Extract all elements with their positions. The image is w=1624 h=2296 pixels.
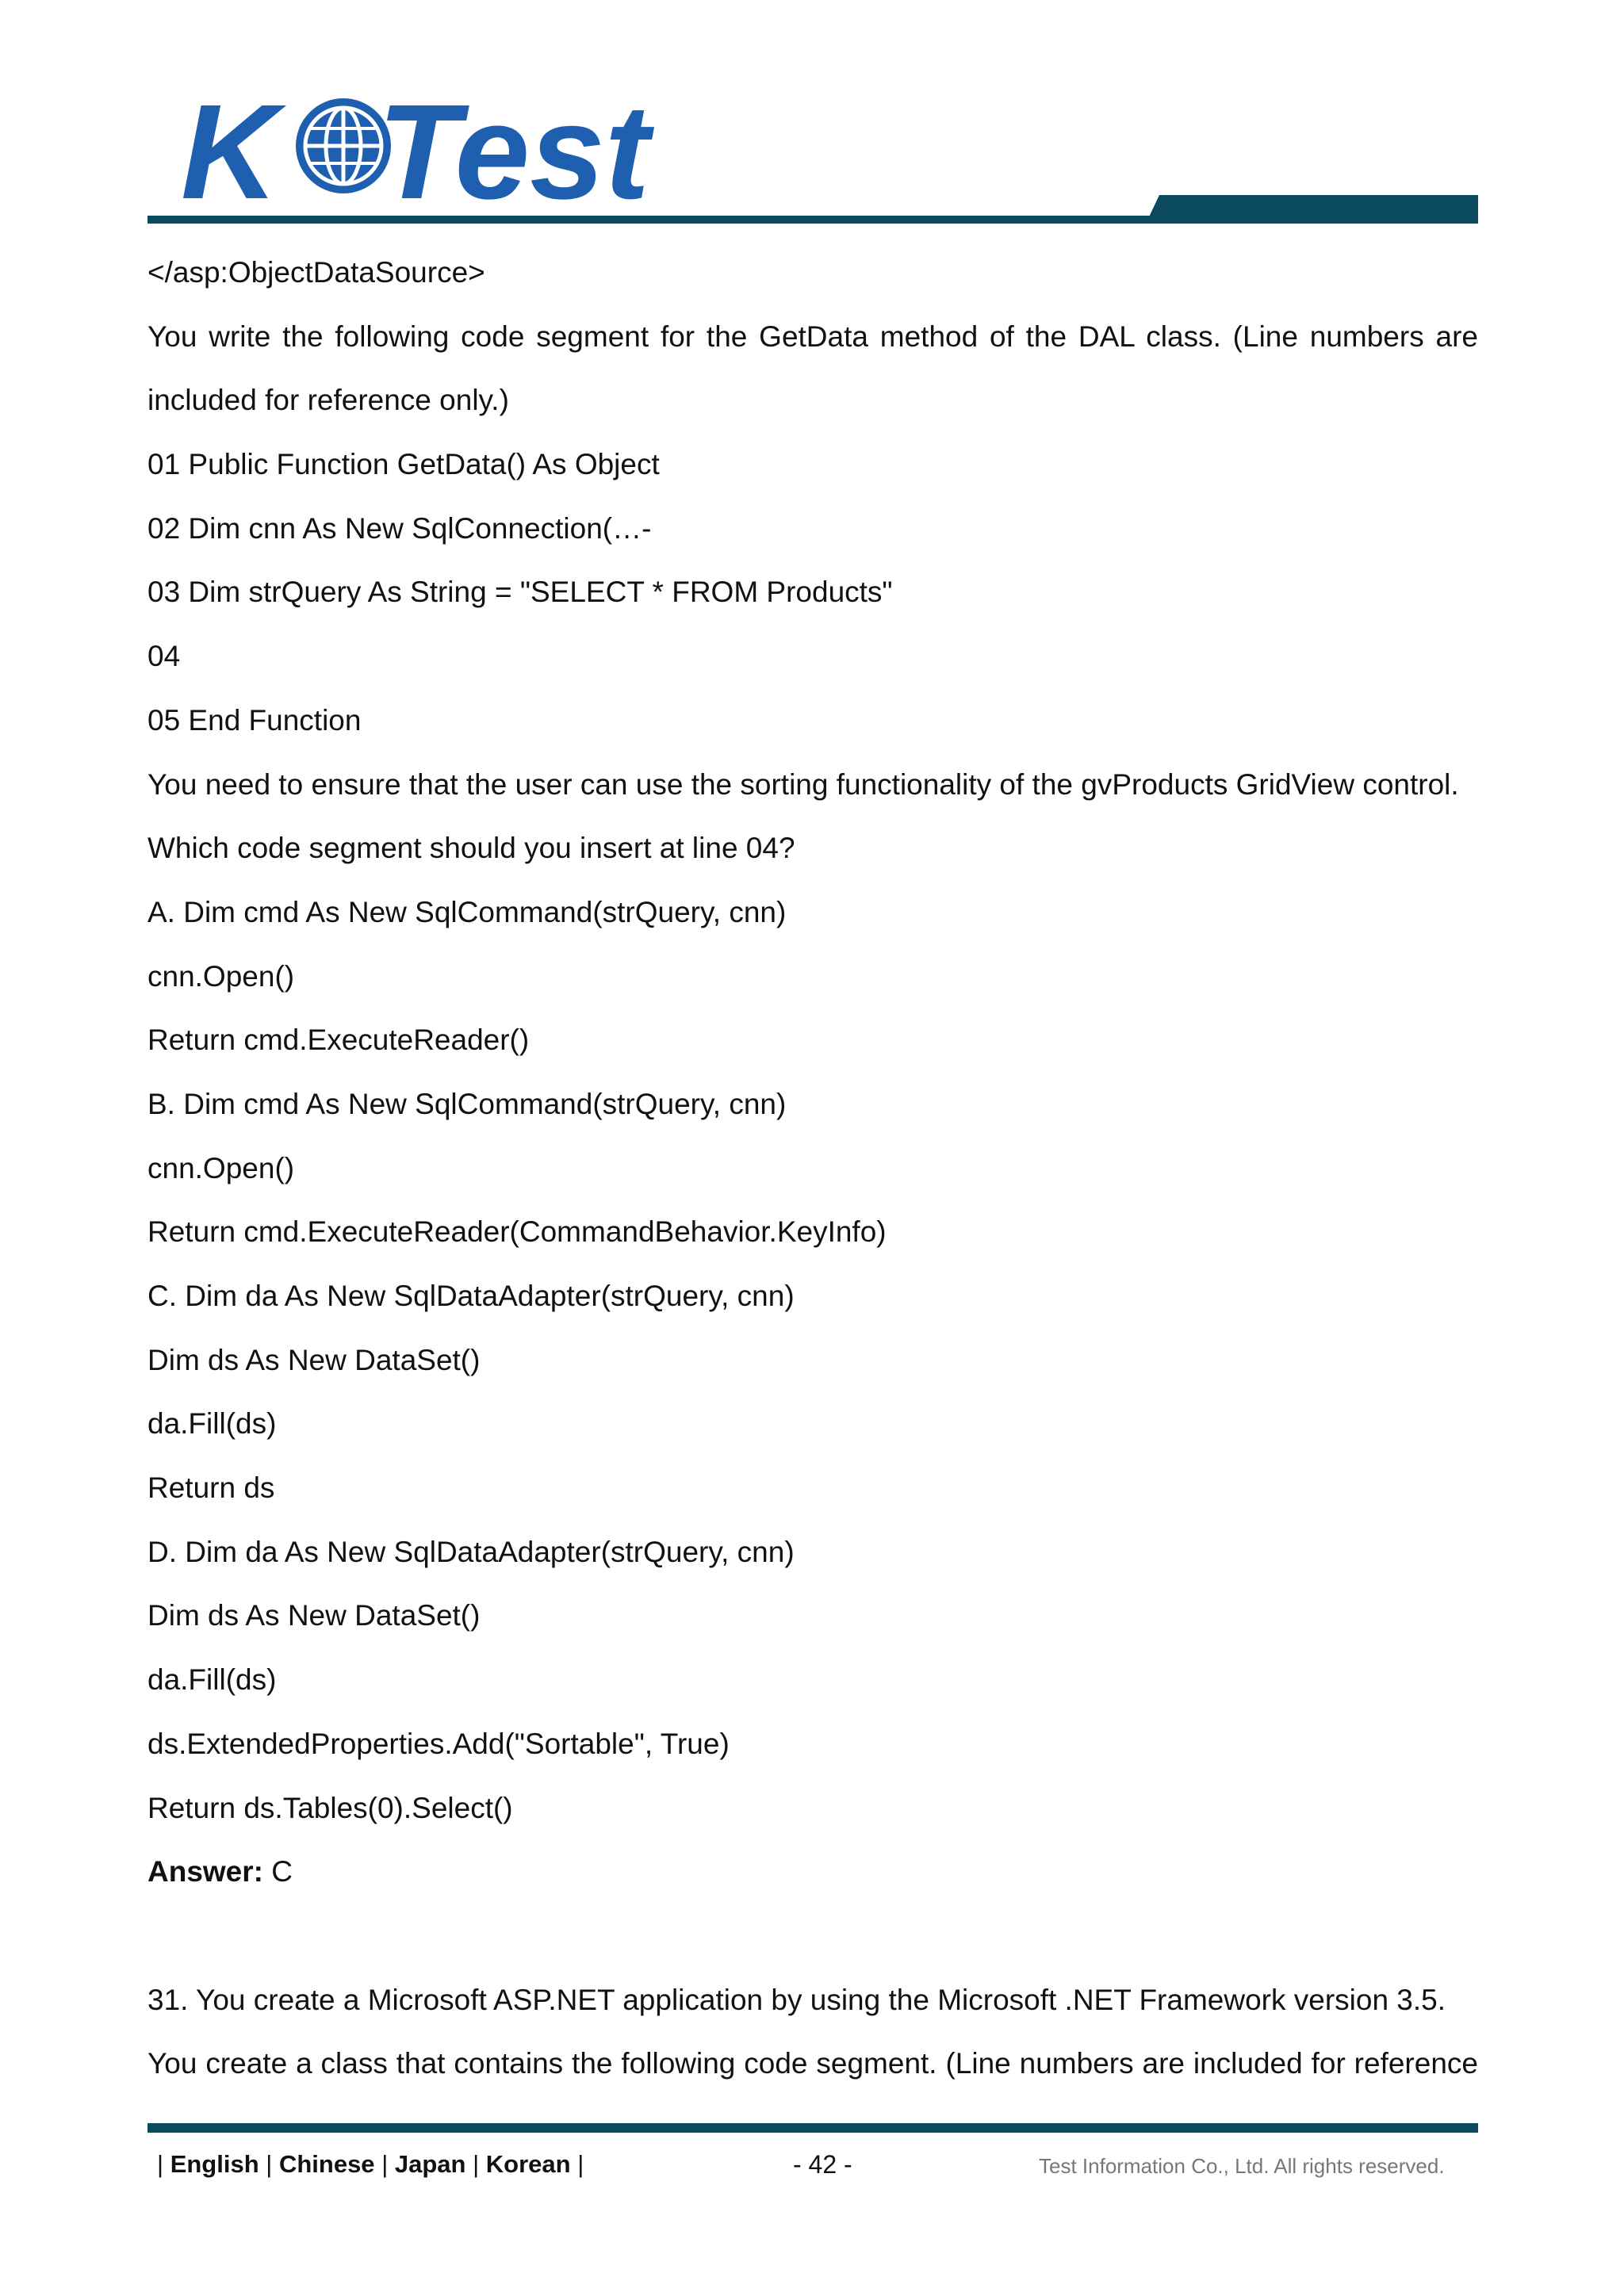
answer-value: C xyxy=(262,1855,293,1888)
code-line: 01 Public Function GetData() As Object xyxy=(147,448,660,481)
lang-japan-link[interactable]: Japan xyxy=(394,2150,466,2178)
footer-rule xyxy=(147,2123,1478,2133)
footer-language-links xyxy=(157,2149,584,2180)
text-line: </asp:ObjectDataSource> xyxy=(147,256,485,289)
page-header xyxy=(0,0,1624,238)
code-line: Dim ds As New DataSet() xyxy=(147,1343,481,1376)
separator: | xyxy=(577,2150,584,2178)
logo-word-test: Test xyxy=(377,89,650,208)
copyright-notice: Test Information Co., Ltd. All rights reserved. xyxy=(1039,2154,1445,2178)
separator: | xyxy=(473,2150,480,2178)
option-c: C. Dim da As New SqlDataAdapter(strQuery, cnn) xyxy=(147,1280,795,1312)
code-line: Return cmd.ExecuteReader() xyxy=(147,1024,530,1057)
separator: | xyxy=(266,2150,273,2178)
code-line: ds.ExtendedProperties.Add("Sortable", True) xyxy=(147,1727,730,1760)
globe-icon xyxy=(296,98,391,193)
question-prompt: Which code segment should you insert at line 04? xyxy=(147,832,795,865)
page-number: - 42 - xyxy=(793,2150,852,2179)
option-b: B. Dim cmd As New SqlCommand(strQuery, cnn) xyxy=(147,1087,787,1120)
text-line: You need to ensure that the user can use the sorting functionality of the gvProducts GridView control. xyxy=(147,767,1459,801)
code-line: da.Fill(ds) xyxy=(147,1407,277,1441)
code-line: cnn.Open() xyxy=(147,959,295,993)
option-a: A. Dim cmd As New SqlCommand(strQuery, cnn) xyxy=(147,895,787,928)
answer-line xyxy=(147,1854,1478,1889)
answer-label: Answer: xyxy=(147,1855,263,1888)
document-body xyxy=(147,255,1478,2110)
code-line: 05 End Function xyxy=(147,703,362,737)
code-line: da.Fill(ds) xyxy=(147,1663,277,1697)
lang-english-link[interactable]: English xyxy=(170,2150,259,2178)
separator: | xyxy=(381,2150,389,2178)
spacer xyxy=(147,1919,1478,1983)
logo-letter-k: K xyxy=(181,89,278,208)
code-line: 03 Dim strQuery As String = "SELECT * FROM Products" xyxy=(147,576,893,609)
text-line: You write the following code segment for the GetData method of the DAL class. (Line numbers are xyxy=(147,320,1478,353)
code-line: cnn.Open() xyxy=(147,1151,295,1184)
code-line: Return cmd.ExecuteReader(CommandBehavior.KeyInfo) xyxy=(147,1215,887,1249)
code-line: 04 xyxy=(147,640,181,673)
question-31-text: 31. You create a Microsoft ASP.NET application by using the Microsoft .NET Framework version 3.5. xyxy=(147,1983,1446,2016)
separator: | xyxy=(157,2150,164,2178)
code-line: Return ds xyxy=(147,1471,275,1505)
code-line: 02 Dim cnn As New SqlConnection(…- xyxy=(147,511,652,545)
option-d: D. Dim da As New SqlDataAdapter(strQuery, cnn) xyxy=(147,1535,795,1568)
ktest-logo xyxy=(181,89,657,208)
lang-korean-link[interactable]: Korean xyxy=(485,2150,571,2178)
text-line: included for reference only.) xyxy=(147,384,509,417)
lang-chinese-link[interactable]: Chinese xyxy=(278,2150,375,2178)
question-31-text: You create a class that contains the following code segment. (Line numbers are included for reference xyxy=(147,2047,1478,2080)
code-line: Dim ds As New DataSet() xyxy=(147,1599,481,1632)
code-line: Return ds.Tables(0).Select() xyxy=(147,1791,513,1824)
